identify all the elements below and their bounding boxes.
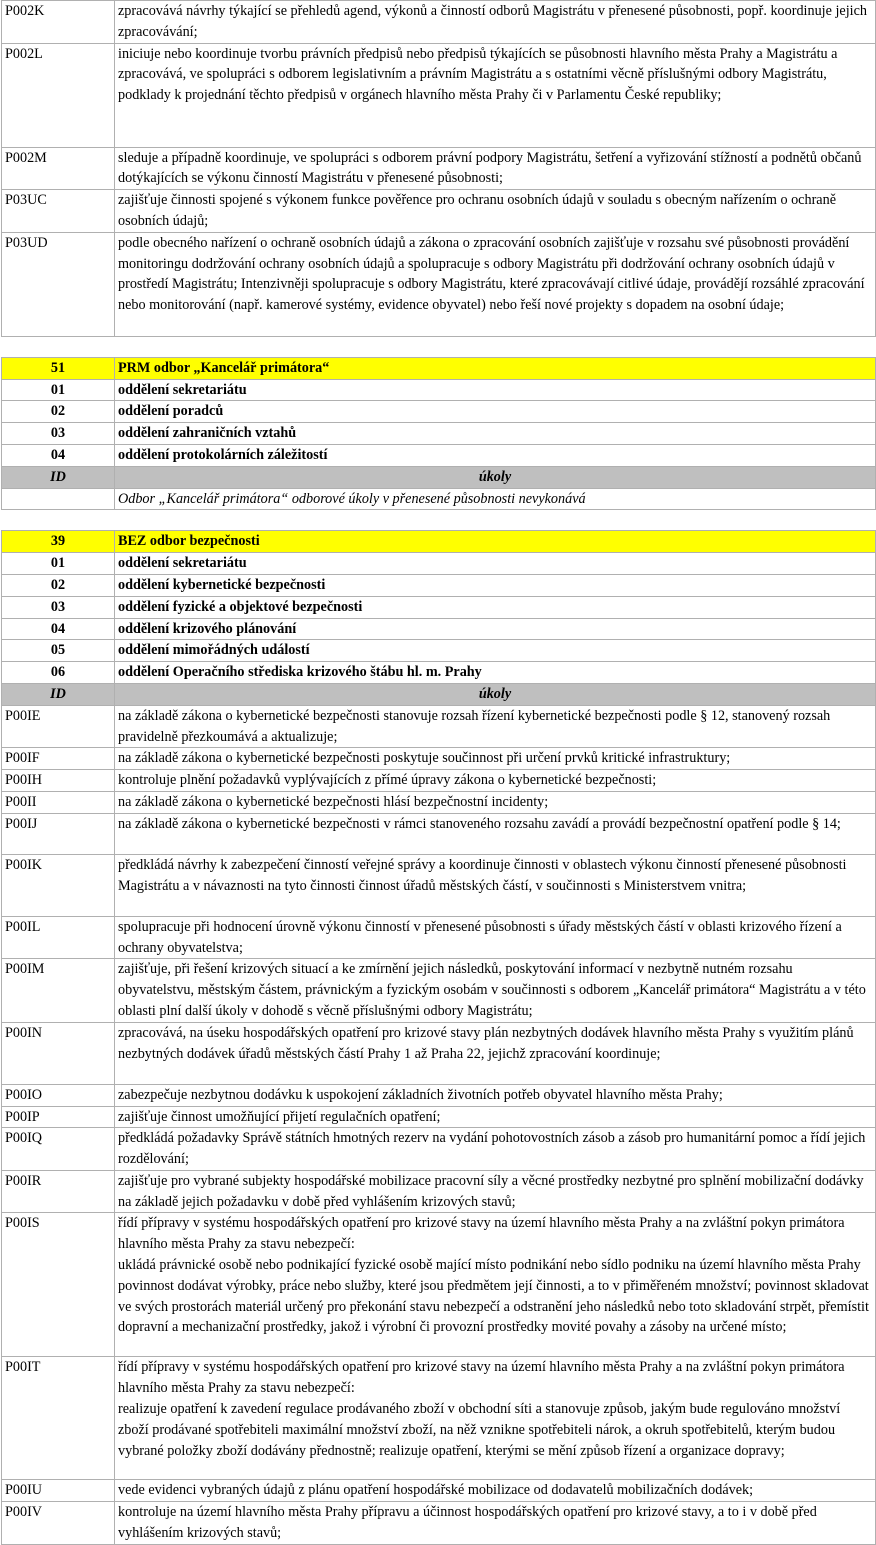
department-table-bez — [1, 530, 876, 1545]
department-name: PRM odbor „Kancelář primátora“ — [115, 357, 876, 379]
task-text: předkládá návrhy k zabezpečení činností veřejné správy a koordinuje činnosti v oblastech výkonu činností přenesené působnosti Magistrátu a v návaznosti na tyto činnosti činnost úřadů městských částí, v součinnosti s Ministerstvem vnitra; — [118, 856, 847, 894]
task-text: na základě zákona o kybernetické bezpečnosti hlásí bezpečnostní incidenty; — [118, 793, 549, 810]
task-text-cell — [115, 1106, 876, 1128]
table-spacer — [0, 510, 876, 530]
task-text-cell — [115, 1084, 876, 1106]
table-row — [2, 190, 876, 233]
task-text-cell — [115, 1128, 876, 1171]
task-text-cell — [115, 1502, 876, 1545]
table-row — [2, 147, 876, 190]
column-header-tasks: úkoly — [115, 683, 876, 705]
section-row — [2, 596, 876, 618]
task-id: P00IJ — [2, 813, 115, 854]
task-text-cell — [115, 1022, 876, 1084]
section-number: 03 — [2, 423, 115, 445]
task-id: P00IU — [2, 1480, 115, 1502]
task-text-cell — [115, 813, 876, 854]
table-row — [2, 1213, 876, 1357]
task-text-cell — [115, 791, 876, 813]
note-row — [2, 488, 876, 510]
task-id: P00IP — [2, 1106, 115, 1128]
task-text: zajišťuje činnosti spojené s výkonem funkce pověřence pro ochranu osobních údajů v souladu s obecným nařízením o ochraně osobních údajů; — [115, 190, 876, 233]
task-text-cell — [115, 1213, 876, 1357]
section-number: 05 — [2, 640, 115, 662]
task-id: P00IT — [2, 1357, 115, 1480]
department-number: 51 — [2, 357, 115, 379]
table-row — [2, 813, 876, 854]
task-id: P00IL — [2, 916, 115, 959]
task-id: P00IH — [2, 770, 115, 792]
table-row — [2, 770, 876, 792]
column-header-row — [2, 466, 876, 488]
task-id: P002L — [2, 43, 115, 147]
table-row — [2, 1502, 876, 1545]
task-id: P00IS — [2, 1213, 115, 1357]
task-text: předkládá požadavky Správě státních hmotných rezerv na vydání pohotovostních zásob a zásob pro humanitární pomoc a řídí jejich rozdělování; — [118, 1130, 866, 1168]
task-text: iniciuje nebo koordinuje tvorbu právních předpisů nebo předpisů týkajících se působnosti hlavního města Prahy a Magistrátu a zpracovává, ve spolupráci s odborem legislativním a právním Magistrátu a s ostatními věcně příslušnými odbory Magistrátu, podklady k projednání těchto předpisů v orgánech hlavního města Prahy či v Parlamentu České republiky; — [115, 43, 876, 147]
task-text-cell — [115, 959, 876, 1022]
section-number: 04 — [2, 618, 115, 640]
task-id: P00IO — [2, 1084, 115, 1106]
task-text: vede evidenci vybraných údajů z plánu opatření hospodářské mobilizace od dodavatelů mobilizačních dodávek; — [118, 1482, 754, 1499]
task-id: P002M — [2, 147, 115, 190]
task-id: P00IR — [2, 1170, 115, 1213]
task-text: zajišťuje činnost umožňující přijetí regulačních opatření; — [118, 1108, 441, 1125]
column-header-id: ID — [2, 466, 115, 488]
task-text-cell — [115, 916, 876, 959]
task-text: podle obecného nařízení o ochraně osobních údajů a zákona o zpracování osobních zajišťuje v rozsahu své působnosti provádění monitoringu dodržování ochrany osobních údajů a spolupracuje s odbory Magistrátu při dodržování ochrany osobních údajů v prostředí Magistrátu; Intenzivněji spolupracuje s odbory Magistrátu, které zpracovávají citlivé údaje, provádějí rozsáhlé zpracování nebo monitorování (např. kamerové systémy, evidence obyvatel) nebo řeší nové projekty s dopadem na osobní údaje; — [115, 232, 876, 336]
task-id: P00IK — [2, 854, 115, 916]
section-number: 02 — [2, 574, 115, 596]
section-number: 02 — [2, 401, 115, 423]
task-text: řídí přípravy v systému hospodářských opatření pro krizové stavy na území hlavního města Prahy a na zvláštní pokyn primátora hlavního města Prahy za stavu nebezpečí: — [118, 1215, 845, 1253]
task-text: zpracovává návrhy týkající se přehledů agend, výkonů a činností odborů Magistrátu v přenesené působnosti, popř. koordinuje jejich zpracovávání; — [115, 1, 876, 44]
table-row — [2, 916, 876, 959]
table-row — [2, 1, 876, 44]
note-id-cell — [2, 488, 115, 510]
section-name: oddělení krizového plánování — [115, 618, 876, 640]
department-header-row — [2, 357, 876, 379]
table-row — [2, 232, 876, 336]
task-text: zajišťuje pro vybrané subjekty hospodářské mobilizace pracovní síly a věcné prostředky nezbytné pro splnění mobilizační dodávky na základě jejich požadavku v době před vyhlášením krizových stavů; — [118, 1172, 864, 1210]
section-name: oddělení poradců — [115, 401, 876, 423]
task-text-cell — [115, 748, 876, 770]
task-id: P00IQ — [2, 1128, 115, 1171]
task-text-cell — [115, 1480, 876, 1502]
table-row — [2, 43, 876, 147]
table-spacer — [0, 337, 876, 357]
task-id: P00II — [2, 791, 115, 813]
section-name: oddělení protokolárních záležitostí — [115, 444, 876, 466]
table-row — [2, 1170, 876, 1213]
table-row — [2, 1128, 876, 1171]
task-text-cell — [115, 1357, 876, 1480]
column-header-row — [2, 683, 876, 705]
task-text: realizuje opatření k zavedení regulace prodávaného zboží v obchodní síti a stanovuje způsob, jakým bude regulováno množství zboží prodávané spotřebiteli maximální množství zboží, na něž vznikne spotřebiteli nárok, a okruh spotřebitelů, kterým budou vybrané položky zboží dodávány přednostně; realizuje opatření, kterými se mění způsob řízení a organizace dopravy; — [118, 1401, 841, 1459]
section-row — [2, 640, 876, 662]
task-text: řídí přípravy v systému hospodářských opatření pro krizové stavy na území hlavního města Prahy a na zvláštní pokyn primátora hlavního města Prahy za stavu nebezpečí: — [118, 1359, 845, 1397]
section-name: oddělení sekretariátu — [115, 379, 876, 401]
section-number: 01 — [2, 379, 115, 401]
task-text: spolupracuje při hodnocení úrovně výkonu činností v přenesené působnosti s úřady městských částí v oblasti krizového řízení a ochrany obyvatelstva; — [118, 918, 842, 956]
task-id: P03UC — [2, 190, 115, 233]
section-row — [2, 401, 876, 423]
task-text: na základě zákona o kybernetické bezpečnosti v rámci stanoveného rozsahu zavádí a provádí bezpečnostní opatření podle § 14; — [118, 815, 841, 832]
task-text: na základě zákona o kybernetické bezpečnosti poskytuje součinnost při určení prvků kritické infrastruktury; — [118, 750, 731, 767]
task-text: kontroluje plnění požadavků vyplývajících z přímé úpravy zákona o kybernetické bezpečnosti; — [118, 772, 657, 789]
section-name: oddělení mimořádných událostí — [115, 640, 876, 662]
section-row — [2, 618, 876, 640]
task-text: zabezpečuje nezbytnou dodávku k uspokojení základních životních potřeb obyvatel hlavního města Prahy; — [118, 1086, 723, 1103]
task-id: P002K — [2, 1, 115, 44]
table-row — [2, 1357, 876, 1480]
department-header-row — [2, 531, 876, 553]
section-name: oddělení kybernetické bezpečnosti — [115, 574, 876, 596]
tasks-table-continued — [1, 0, 876, 337]
table-row — [2, 854, 876, 916]
task-id: P00IE — [2, 705, 115, 748]
section-row — [2, 553, 876, 575]
section-row — [2, 379, 876, 401]
task-id: P00IM — [2, 959, 115, 1022]
task-id: P00IV — [2, 1502, 115, 1545]
task-id: P00IF — [2, 748, 115, 770]
task-text: ukládá právnické osobě nebo podnikající fyzické osobě mající místo podnikání nebo sídlo podniku na území hlavního města Prahy povinnost dodávat výrobky, práce nebo služby, které jsou předmětem její činnosti, a to v přiměřeném množství; povinnost skladovat ve svých prostorách materiál určený pro překonání stavu nebezpečí a odstranění jeho následků nebo toto skladování strpět, přemístit dopravní a mechanizační prostředky, jakož i výrobní či provozní prostředky movité povahy a zásoby na určené místo; — [118, 1257, 869, 1336]
column-header-id: ID — [2, 683, 115, 705]
table-row — [2, 791, 876, 813]
task-id: P00IN — [2, 1022, 115, 1084]
department-number: 39 — [2, 531, 115, 553]
table-row — [2, 1084, 876, 1106]
table-row — [2, 1106, 876, 1128]
table-row — [2, 959, 876, 1022]
section-name: oddělení fyzické a objektové bezpečnosti — [115, 596, 876, 618]
task-text-cell — [115, 854, 876, 916]
section-name: oddělení zahraničních vztahů — [115, 423, 876, 445]
section-row — [2, 574, 876, 596]
section-row — [2, 423, 876, 445]
column-header-tasks: úkoly — [115, 466, 876, 488]
section-number: 06 — [2, 662, 115, 684]
task-text-cell — [115, 705, 876, 748]
task-id: P03UD — [2, 232, 115, 336]
section-row — [2, 662, 876, 684]
task-text: zpracovává, na úseku hospodářských opatření pro krizové stavy plán nezbytných dodávek hlavního města Prahy s využitím plánů nezbytných dodávek úřadů městských částí Prahy 1 až Praha 22, jejichž zpracování koordinuje; — [118, 1024, 854, 1062]
section-number: 04 — [2, 444, 115, 466]
task-text: zajišťuje, při řešení krizových situací a ke zmírnění jejich následků, poskytování informací v nezbytně nutném rozsahu obyvatelstvu, městským částem, právnickým a fyzickým osobám v součinnosti s odborem „Kancelář primátora“ Magistrátu a v této oblasti plní další úkoly v dohodě s věcně příslušnými odbory Magistrátu; — [118, 961, 866, 1019]
section-name: oddělení sekretariátu — [115, 553, 876, 575]
table-row — [2, 1480, 876, 1502]
table-row — [2, 1022, 876, 1084]
task-text: sleduje a případně koordinuje, ve spolupráci s odborem právní podpory Magistrátu, šetření a vyřizování stížností a podnětů občanů dotýkajících se výkonu činností Magistrátu v přenesené působnosti; — [115, 147, 876, 190]
section-row — [2, 444, 876, 466]
department-table-prm — [1, 357, 876, 511]
note-text: Odbor „Kancelář primátora“ odborové úkoly v přenesené působnosti nevykonává — [115, 488, 876, 510]
section-name: oddělení Operačního střediska krizového štábu hl. m. Prahy — [115, 662, 876, 684]
task-text: na základě zákona o kybernetické bezpečnosti stanovuje rozsah řízení kybernetické bezpečnosti podle § 12, stanovený rozsah pravidelně přezkoumává a aktualizuje; — [118, 707, 831, 745]
task-text: kontroluje na území hlavního města Prahy přípravu a účinnost hospodářských opatření pro krizové stavy, a to i v době před vyhlášením krizových stavů; — [118, 1504, 817, 1542]
table-row — [2, 705, 876, 748]
department-name: BEZ odbor bezpečnosti — [115, 531, 876, 553]
task-text-cell — [115, 770, 876, 792]
section-number: 01 — [2, 553, 115, 575]
task-text-cell — [115, 1170, 876, 1213]
table-row — [2, 748, 876, 770]
section-number: 03 — [2, 596, 115, 618]
